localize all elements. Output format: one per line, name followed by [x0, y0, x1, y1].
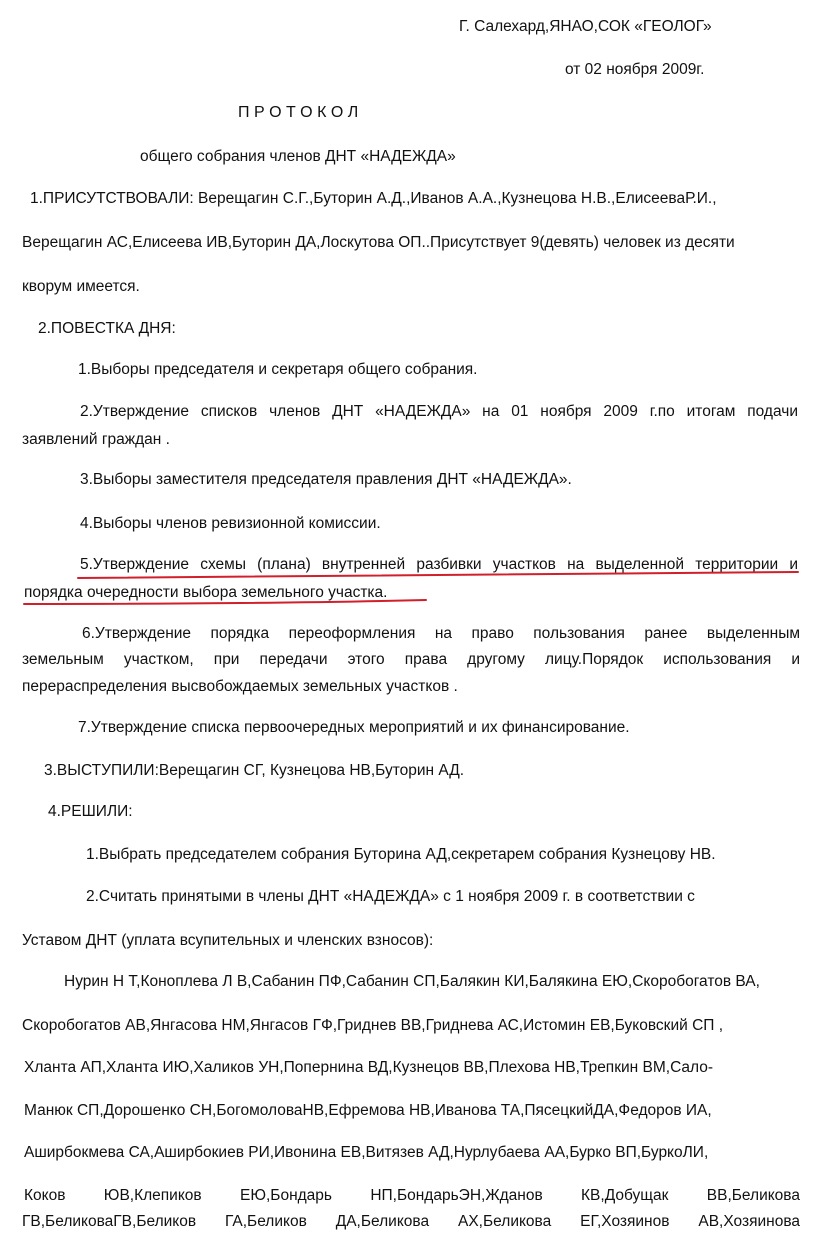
decided-item-2-line-1: 2.Считать принятыми в члены ДНТ «НАДЕЖДА» с 1 ноября 2009 г. в соответствии с: [86, 888, 695, 905]
present-line-3: кворум имеется.: [22, 278, 140, 295]
underline-stroke: [24, 600, 426, 604]
agenda-item-5-line-2: порядка очередности выбора земельного участка.: [24, 584, 388, 601]
decided-item-2-line-2: Уставом ДНТ (уплата всупительных и членских взносов):: [22, 932, 434, 949]
members-line: Нурин Н Т,Коноплева Л В,Сабанин ПФ,Сабанин СП,Балякин КИ,Балякина ЕЮ,Скоробогатов ВА,: [64, 973, 760, 990]
members-line: ГВ,БеликоваГВ,Беликов ГА,Беликов ДА,Беликова АХ,Беликова ЕГ,Хозяинов АВ,Хозяинова: [22, 1213, 800, 1230]
agenda-item-2-line-1: 2.Утверждение списков членов ДНТ «НАДЕЖДА» на 01 ноября 2009 г.по итогам подачи: [80, 403, 798, 420]
agenda-item-6-line-3: перераспределения высвобождаемых земельных участков .: [22, 678, 458, 695]
agenda-item-3: 3.Выборы заместителя председателя правления ДНТ «НАДЕЖДА».: [80, 471, 572, 488]
document-subtitle: общего собрания членов ДНТ «НАДЕЖДА»: [140, 148, 456, 165]
header-place: Г. Салехард,ЯНАО,СОК «ГЕОЛОГ»: [459, 18, 712, 35]
members-line: Скоробогатов АВ,Янгасова НМ,Янгасов ГФ,Гриднев ВВ,Гриднева АС,Истомин ЕВ,Буковский СП ,: [22, 1017, 724, 1034]
agenda-item-5-line-1: 5.Утверждение схемы (плана) внутренней разбивки участков на выделенной территории и: [80, 556, 798, 573]
agenda-item-4: 4.Выборы членов ревизионной комиссии.: [80, 515, 381, 532]
present-line-1: 1.ПРИСУТСТВОВАЛИ: Верещагин С.Г.,Буторин А.Д.,Иванов А.А.,Кузнецова Н.В.,ЕлисееваР.И.,: [30, 190, 717, 207]
members-line: Коков ЮВ,Клепиков ЕЮ,Бондарь НП,БондарьЭН,Жданов КВ,Добущак ВВ,Беликова: [24, 1187, 800, 1204]
spoke-line: 3.ВЫСТУПИЛИ:Верещагин СГ, Кузнецова НВ,Буторин АД.: [44, 762, 465, 779]
header-date: от 02 ноября 2009г.: [565, 61, 705, 78]
members-line: Манюк СП,Дорошенко СН,БогомоловаНВ,Ефремова НВ,Иванова ТА,ПясецкийДА,Федоров ИА,: [24, 1102, 712, 1119]
agenda-item-6-line-1: 6.Утверждение порядка переоформления на право пользования ранее выделенным: [82, 625, 800, 642]
present-line-2: Верещагин АС,Елисеева ИВ,Буторин ДА,Лоскутова ОП..Присутствует 9(девять) человек из десяти: [22, 234, 735, 251]
agenda-item-6-line-2: земельным участком, при передачи этого права другому лицу.Порядок использования и: [22, 651, 800, 668]
agenda-item-7: 7.Утверждение списка первоочередных мероприятий и их финансирование.: [78, 719, 630, 736]
agenda-heading: 2.ПОВЕСТКА ДНЯ:: [38, 320, 176, 337]
members-line: Хланта АП,Хланта ИЮ,Халиков УН,Попернина ВД,Кузнецов ВВ,Плехова НВ,Трепкин ВМ,Сало-: [24, 1059, 714, 1076]
decided-item-1: 1.Выбрать председателем собрания Буторина АД,секретарем собрания Кузнецову НВ.: [86, 846, 716, 863]
decided-heading: 4.РЕШИЛИ:: [48, 803, 133, 820]
document-title: П Р О Т О К О Л: [238, 104, 359, 121]
members-line: Аширбокмева СА,Аширбокиев РИ,Ивонина ЕВ,Витязев АД,Нурлубаева АА,Бурко ВП,БуркоЛИ,: [24, 1144, 709, 1161]
agenda-item-1: 1.Выборы председателя и секретаря общего собрания.: [78, 361, 478, 378]
underline-stroke: [78, 572, 798, 578]
agenda-item-2-line-2: заявлений граждан .: [22, 431, 170, 448]
